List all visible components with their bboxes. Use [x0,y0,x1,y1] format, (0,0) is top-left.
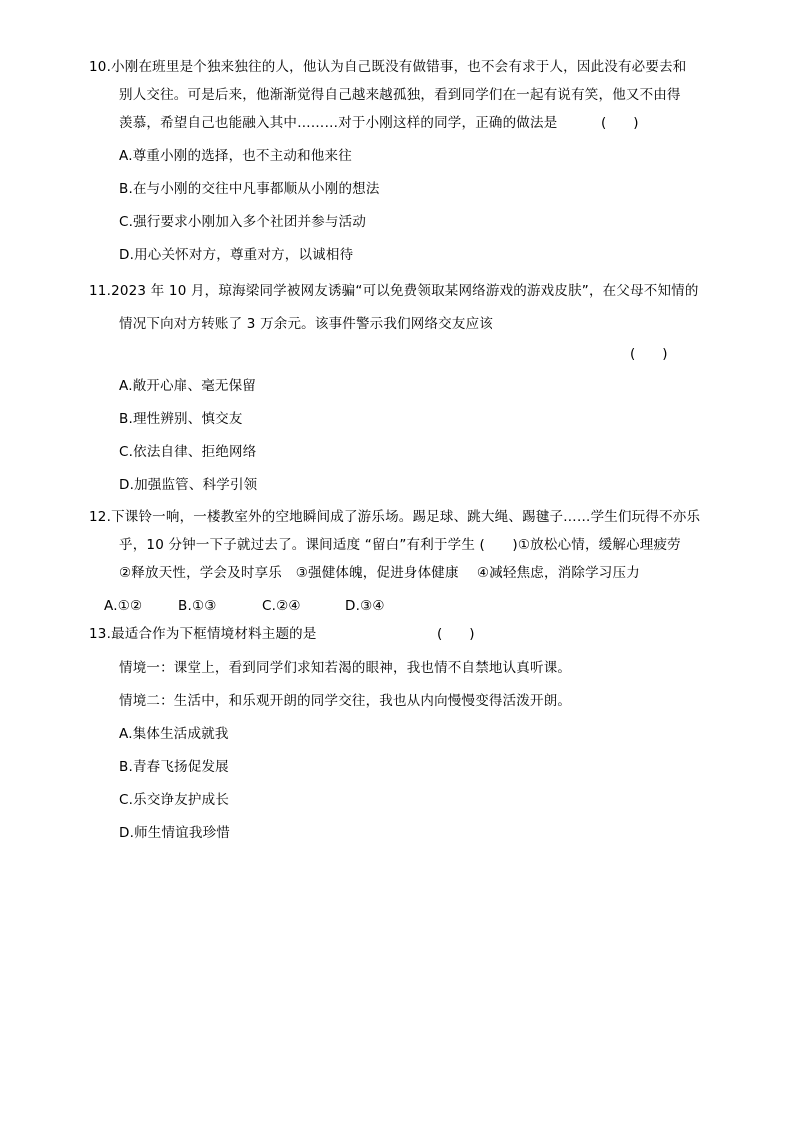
q12-stem-line-2: 乎，10 分钟一下子就过去了。课间适度 “留白”有利于学生 ( )①放松心情，缓解心理疲劳 [119,537,681,553]
q13-option-a: A.集体生活成就我 [119,726,229,742]
q12-stem-line-1: 12.下课铃一响，一楼教室外的空地瞬间成了游乐场。踢足球、跳大绳、踢毽子……学生们玩得不亦乐 [89,509,701,525]
q10-option-c: C.强行要求小刚加入多个社团并参与活动 [119,214,367,230]
q12-option-c: C.②④ [262,598,301,614]
q13-option-c: C.乐交诤友护成长 [119,792,230,808]
q13-context-2: 情境二：生活中，和乐观开朗的同学交往，我也从内向慢慢变得活泼开朗。 [119,693,572,709]
q11-option-d: D.加强监管、科学引领 [119,477,258,493]
q11-answer-paren: ( ) [630,346,668,362]
q11-stem-line-1: 11.2023 年 10 月，琼海梁同学被网友诱骗“可以免费领取某网络游戏的游戏皮肤”，在父母不知情的 [89,283,699,299]
q13-context-1: 情境一：课堂上，看到同学们求知若渴的眼神，我也情不自禁地认真听课。 [119,660,572,676]
q10-stem-line-1: 10.小刚在班里是个独来独往的人，他认为自己既没有做错事，也不会有求于人，因此没有必要去和 [89,59,687,75]
q12-option-d: D.③④ [345,598,385,614]
q11-stem-line-2: 情况下向对方转账了 3 万余元。该事件警示我们网络交友应该 [119,316,493,332]
q10-answer-paren: ( ) [601,115,639,131]
q12-stem-line-3: ②释放天性，学会及时享乐 ③强健体魄，促进身体健康 ④减轻焦虑，消除学习压力 [119,565,640,581]
q12-option-b: B.①③ [178,598,217,614]
q11-option-a: A.敞开心扉、毫无保留 [119,378,256,394]
q11-option-b: B.理性辨别、慎交友 [119,411,243,427]
q13-option-b: B.青春飞扬促发展 [119,759,229,775]
q10-option-a: A.尊重小刚的选择，也不主动和他来往 [119,148,352,164]
q13-stem: 13.最适合作为下框情境材料主题的是 [89,626,317,642]
q10-option-b: B.在与小刚的交往中凡事都顺从小刚的想法 [119,181,380,197]
q10-stem-line-2: 别人交往。可是后来，他渐渐觉得自己越来越孤独，看到同学们在一起有说有笑，他又不由得 [119,87,681,103]
q10-stem-line-3: 羡慕，希望自己也能融入其中………对于小刚这样的同学，正确的做法是 [119,115,558,131]
q11-option-c: C.依法自律、拒绝网络 [119,444,257,460]
q13-option-d: D.师生情谊我珍惜 [119,825,230,841]
q12-option-a: A.①② [104,598,143,614]
q13-answer-paren: ( ) [437,626,475,642]
q10-option-d: D.用心关怀对方，尊重对方，以诚相待 [119,247,354,263]
